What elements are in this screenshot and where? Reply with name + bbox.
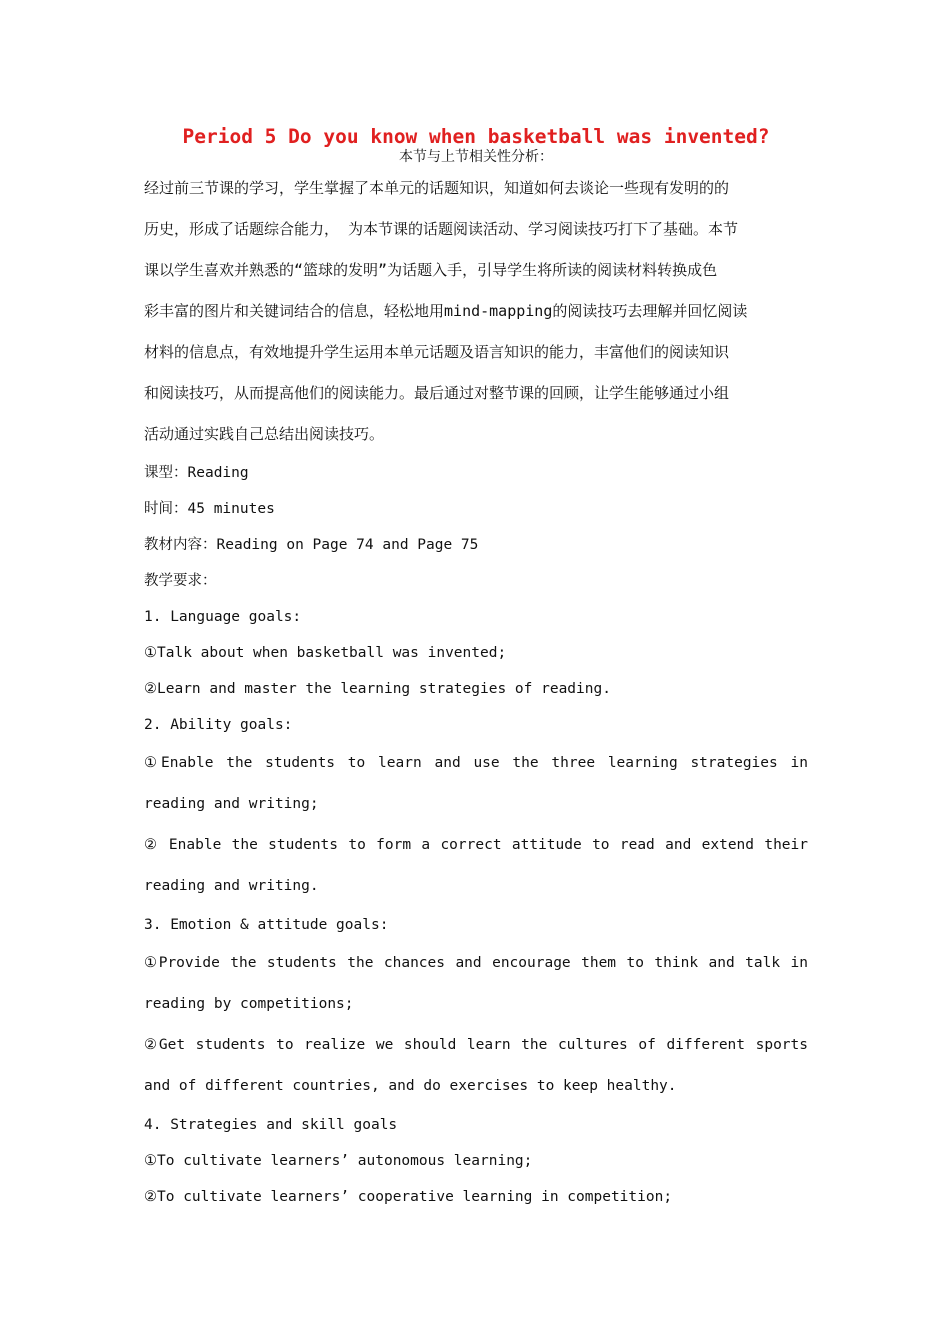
intro-line: 经过前三节课的学习，学生掌握了本单元的话题知识，知道如何去谈论一些现有发明的的 [144,179,730,197]
requirements-heading: 教学要求： [144,573,217,589]
goal-item: ①Enable the students to learn and use the three learning strategies in reading and writing; [144,755,808,812]
goal-item: ②To cultivate learners’ cooperative learning in competition; [144,1189,673,1205]
goal-section-ability [144,707,808,907]
goal-section-strategies [144,1107,808,1215]
lesson-content: 教材内容：Reading on Page 74 and Page 75 [144,537,479,553]
intro-line: 材料的信息点，有效地提升学生运用本单元话题及语言知识的能力，丰富他们的阅读知识 [144,343,730,361]
intro-line: 和阅读技巧，从而提高他们的阅读能力。最后通过对整节课的回顾，让学生能够通过小组 [144,384,730,402]
goal-item: ② Enable the students to form a correct attitude to read and extend their reading and writing. [144,837,808,894]
intro-paragraph [144,168,808,455]
lesson-time: 时间：45 minutes [144,501,275,517]
document-title: Period 5 Do you know when basketball was invented? [182,125,770,148]
document-page [144,120,808,1215]
goal-heading: 1. Language goals: [144,609,302,625]
intro-line: 历史，形成了话题综合能力， 为本节课的话题阅读活动、学习阅读技巧打下了基础。本节 [144,220,739,238]
intro-line: 课以学生喜欢并熟悉的“篮球的发明”为话题入手，引导学生将所读的阅读材料转换成色 [144,261,718,279]
goal-heading: 3. Emotion & attitude goals: [144,917,389,933]
goal-item: ①Talk about when basketball was invented; [144,645,507,661]
goal-heading: 2. Ability goals: [144,717,293,733]
goal-section-emotion [144,907,808,1107]
goal-heading: 4. Strategies and skill goals [144,1117,398,1133]
intro-line: 活动通过实践自己总结出阅读技巧。 [144,425,385,443]
lesson-type: 课型：Reading [144,465,249,481]
goal-section-language [144,599,808,707]
goal-item: ②Learn and master the learning strategies of reading. [144,681,611,697]
section-subtitle: 本节与上节相关性分析： [399,149,553,165]
goal-item: ②Get students to realize we should learn the cultures of different sports and of different countries, and do exercises to keep healthy. [144,1037,808,1094]
intro-line: 彩丰富的图片和关键词结合的信息，轻松地用mind-mapping的阅读技巧去理解并回忆阅读 [144,302,748,320]
goal-item: ①To cultivate learners’ autonomous learning; [144,1153,533,1169]
goal-item: ①Provide the students the chances and encourage them to think and talk in reading by competitions; [144,955,808,1012]
